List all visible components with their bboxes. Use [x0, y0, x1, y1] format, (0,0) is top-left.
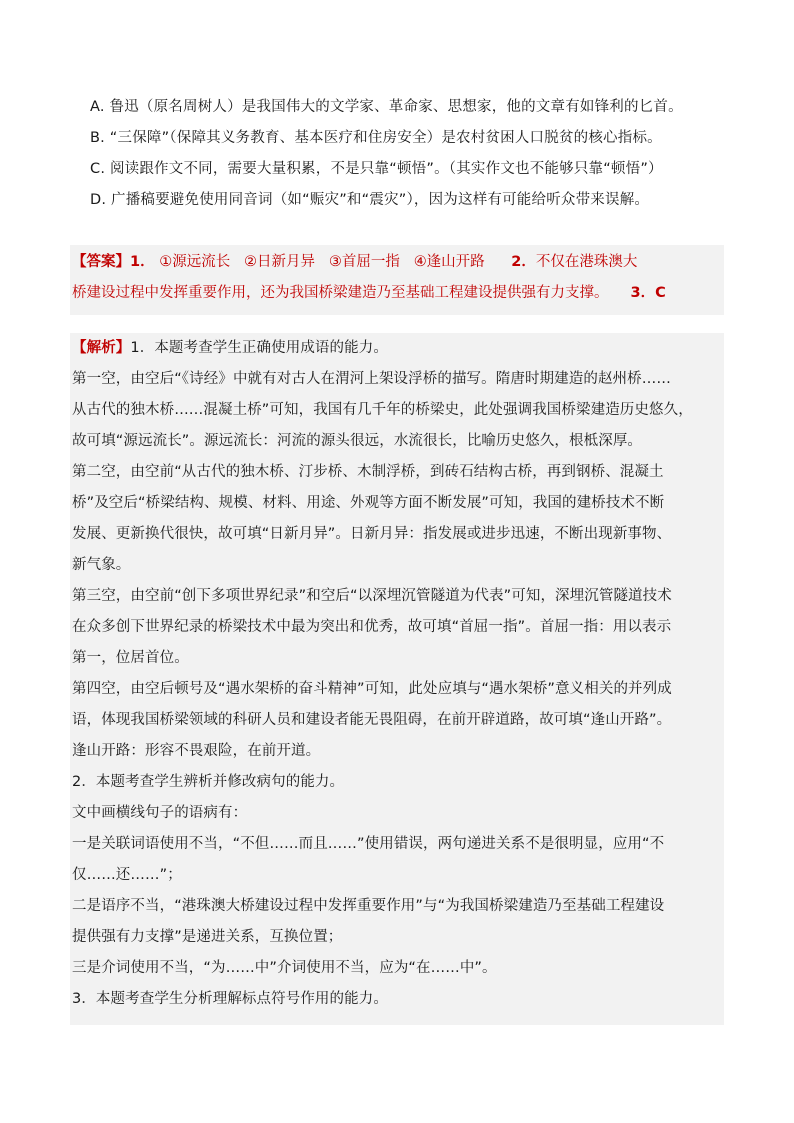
answer-line-2 — [70, 278, 724, 309]
answer-section — [70, 245, 724, 315]
answer-q3: 3．C — [630, 285, 666, 301]
answer-q1-item: ①源远流长 — [159, 254, 231, 270]
option-a — [90, 92, 740, 123]
option-d — [90, 185, 740, 216]
answer-q2-num: 2． — [511, 254, 536, 270]
analysis-line: 2．本题考查学生辨析并修改病句的能力。 — [72, 774, 345, 790]
analysis-section — [70, 333, 724, 1025]
analysis-line: 从古代的独木桥……混凝土桥”可知，我国有几千年的桥梁史，此处强调我国桥梁建造历史悠久， — [72, 402, 693, 418]
answer-q1-item: ②日新月异 — [244, 254, 316, 270]
analysis-line: 第二空，由空前“从古代的独木桥、汀步桥、木制浮桥，到砖石结构古桥，再到钢桥、混凝土 — [72, 464, 664, 480]
analysis-line: 第一，位居首位。 — [72, 650, 189, 666]
option-text: 广播稿要避免使用同音词（如“赈灾”和“震灾”），因为这样有可能给听众带来误解。 — [111, 192, 650, 208]
analysis-line: 提供强有力支撑”是递进关系，互换位置； — [72, 929, 343, 945]
option-letter: A. — [90, 99, 105, 115]
choice-options — [90, 92, 740, 216]
answer-line-1 — [70, 247, 724, 278]
analysis-line: 新气象。 — [72, 557, 131, 573]
analysis-line: 一是关联词语使用不当，“不但……而且……”使用错误，两句递进关系不是很明显，应用“不 — [72, 836, 665, 852]
analysis-line: 1．本题考查学生正确使用成语的能力。 — [130, 340, 388, 356]
answer-q1-item: ④逢山开路 — [413, 254, 485, 270]
analysis-line: 桥”及空后“桥梁结构、规模、材料、用途、外观等方面不断发展”可知，我国的建桥技术不断 — [72, 495, 665, 511]
analysis-line: 二是语序不当，“港珠澳大桥建设过程中发挥重要作用”与“为我国桥梁建造乃至基础工程建设 — [72, 898, 665, 914]
option-letter: B. — [90, 130, 105, 146]
answer-q2-text: 桥建设过程中发挥重要作用，还为我国桥梁建造乃至基础工程建设提供强有力支撑。 — [72, 285, 609, 301]
option-letter: C. — [90, 161, 106, 177]
analysis-line: 仅……还……”； — [72, 867, 182, 883]
analysis-line: 在众多创下世界纪录的桥梁技术中最为突出和优秀，故可填“首屈一指”。首屈一指：用以表示 — [72, 619, 672, 635]
analysis-line: 发展、更新换代很快，故可填“日新月异”。日新月异：指发展或进步迅速，不断出现新事物、 — [72, 526, 672, 542]
analysis-line: 三是介词使用不当，“为……中”介词使用不当，应为“在……中”。 — [72, 960, 497, 976]
analysis-heading — [70, 333, 724, 364]
answer-q1-num: 1． — [130, 254, 155, 270]
option-text: 阅读跟作文不同，需要大量积累，不是只靠“顿悟”。（其实作文也不能够只靠“顿悟”） — [109, 161, 663, 177]
answer-tag: 【答案】 — [72, 254, 130, 270]
answer-q2-text: 不仅在港珠澳大 — [535, 254, 638, 270]
analysis-line: 3．本题考查学生分析理解标点符号作用的能力。 — [72, 991, 388, 1007]
analysis-line: 语，体现我国桥梁领域的科研人员和建设者能无畏阻碍，在前开辟道路，故可填“逢山开路”。 — [72, 712, 672, 728]
analysis-line: 故可填“源远流长”。源远流长：河流的源头很远，水流很长，比喻历史悠久，根柢深厚。 — [72, 433, 643, 449]
analysis-line: 第三空，由空前“创下多项世界纪录”和空后“以深埋沉管隧道为代表”可知，深埋沉管隧道技术 — [72, 588, 672, 604]
analysis-line: 第一空，由空后“《诗经》中就有对古人在渭河上架设浮桥的描写。隋唐时期建造的赵州桥…… — [72, 371, 671, 387]
analysis-line: 逢山开路：形容不畏艰险，在前开道。 — [72, 743, 321, 759]
option-text: “三保障”（保障其义务教育、基本医疗和住房安全）是农村贫困人口脱贫的核心指标。 — [109, 130, 662, 146]
option-b — [90, 123, 740, 154]
analysis-tag: 【解析】 — [72, 340, 131, 356]
analysis-line: 文中画横线句子的语病有： — [72, 805, 248, 821]
option-c — [90, 154, 740, 185]
analysis-line: 第四空，由空后顿号及“遇水架桥的奋斗精神”可知，此处应填与“遇水架桥”意义相关的并列成 — [72, 681, 672, 697]
option-letter: D. — [90, 192, 107, 208]
option-text: 鲁迅（原名周树人）是我国伟大的文学家、革命家、思想家，他的文章有如锋利的匕首。 — [109, 99, 683, 115]
answer-q1-item: ③首屈一指 — [328, 254, 400, 270]
